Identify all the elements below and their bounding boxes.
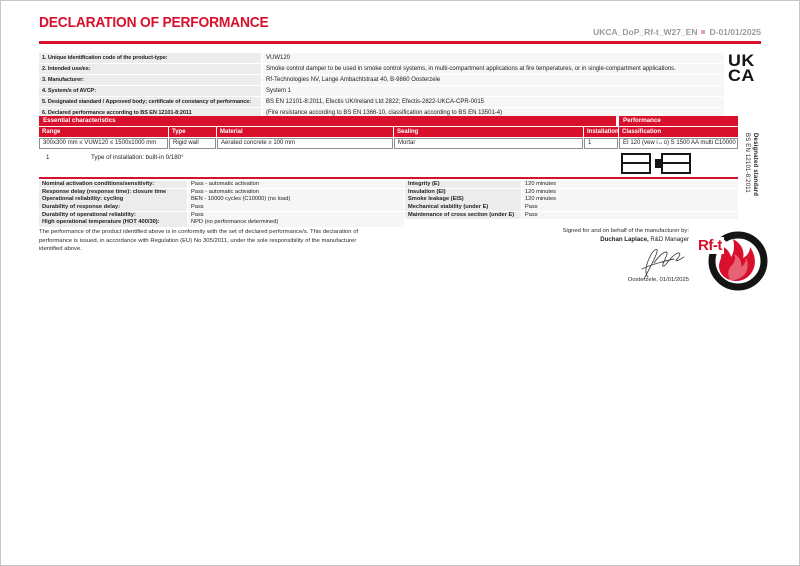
column-header-material: Material: [217, 127, 393, 137]
characteristics-column-headers: [39, 127, 738, 137]
cell-material: Aerated concrete ≥ 100 mm: [217, 138, 393, 149]
ukca-logo-line2: CA: [728, 65, 755, 85]
header-rule: [39, 41, 761, 44]
page-title: DECLARATION OF PERFORMANCE: [39, 14, 269, 31]
rft-logo-text: Rf-t: [698, 237, 722, 254]
red-divider: [39, 177, 738, 179]
perf-label-right: Insulation (EI): [405, 189, 521, 196]
footnote-number: 1: [46, 154, 50, 161]
document-version: D-01/01/2025: [709, 27, 761, 37]
perf-label-right: Integrity (E): [405, 181, 521, 188]
product-info-table: [39, 53, 724, 119]
signatory-name: Duchan Laplace,: [600, 236, 649, 243]
signatory: [563, 236, 689, 243]
info-label: 3. Manufacturer:: [39, 75, 261, 85]
installation-diagrams: [621, 152, 691, 174]
perf-value-right: 120 minutes: [522, 196, 738, 203]
cell-range: 300x300 mm ≤ VUW120 ≤ 1500x1000 mm: [39, 138, 168, 149]
info-label: 6. Declared performance according to BS EN 12101-8:2011: [39, 108, 261, 118]
perf-label-right: Smoke leakage (EIS): [405, 196, 521, 203]
table-row: [39, 75, 724, 85]
column-header-classification: Classification: [619, 127, 738, 137]
document-code: UKCA_DoP_Rf-t_W27_EN: [593, 27, 698, 37]
cell-classification: EI 120 (vew i↔o) S 1500 AA multi C10000: [619, 138, 738, 149]
sidebar-standard-number: BS EN 12101-8:2011: [744, 133, 750, 193]
performance-header: Performance: [619, 116, 738, 126]
perf-label-right: [405, 219, 521, 226]
perf-value-right: 120 minutes: [522, 189, 738, 196]
signed-label: Signed for and on behalf of the manufacturer by:: [562, 228, 689, 234]
perf-label-left: Response delay (response time): closure time: [39, 189, 187, 196]
table-row: [39, 189, 738, 196]
table-row: [39, 181, 738, 188]
perf-value-right: Pass: [522, 204, 738, 211]
separator-square-icon: [701, 30, 705, 34]
sidebar-standard-label: Designated standard: [752, 133, 758, 197]
table-row: [39, 86, 724, 96]
cell-installation: 1: [584, 138, 618, 149]
perf-value-left: Pass - automatic activation: [188, 181, 404, 188]
perf-value-left: Pass: [188, 212, 404, 219]
info-value: Smoke control damper to be used in smoke control systems, in multi-compartment applications at fire temperatures, or in single-compartment applications.: [263, 64, 724, 74]
signature-block: [563, 228, 689, 243]
table-row: [39, 204, 738, 211]
declaration-line: performance is issued, in accordance with Regulation (EU) No 305/2011, under the sole responsibility of the manufacturer: [39, 237, 357, 244]
perf-label-right: Maintenance of cross section (under E): [405, 212, 521, 219]
perf-value-left: Pass - automatic activation: [188, 189, 404, 196]
column-header-installation: Installation: [584, 127, 618, 137]
perf-label-left: Durability of operational reliability:: [39, 212, 187, 219]
table-row: [39, 53, 724, 63]
perf-label-left: High operational temperature (HOT 400/30):: [39, 219, 187, 226]
perf-value-left: NPD (no performance determined): [188, 219, 404, 226]
perf-label-right: Mechanical stability (under E): [405, 204, 521, 211]
perf-value-right: Pass: [522, 212, 738, 219]
info-value: (Fire resistance according to BS EN 1366-10, classification according to BS EN 13501-4): [263, 108, 724, 118]
info-value: Rf-Technologies NV, Lange Ambachtstraat 40, B-9860 Oosterzele: [263, 75, 724, 85]
info-label: 1. Unique identification code of the product-type:: [39, 53, 261, 63]
signatory-role: R&D Manager: [648, 236, 689, 243]
footnote-text: Type of installation: built-in 0/180°: [91, 154, 184, 161]
info-value: System 1: [263, 86, 724, 96]
ukca-logo: [728, 51, 755, 85]
perf-value-right: 120 minutes: [522, 181, 738, 188]
perf-label-left: Durability of response delay:: [39, 204, 187, 211]
place-and-date: Oosterzele, 01/01/2025: [627, 277, 689, 283]
perf-value-right: [522, 219, 738, 226]
perf-value-left: BEN - 10000 cycles (C10000) (no load): [188, 196, 404, 203]
table-row: [39, 196, 738, 203]
table-row: [39, 212, 738, 219]
info-label: 2. Intended use/es:: [39, 64, 261, 74]
info-value: VUW120: [263, 53, 724, 63]
column-header-type: Type: [169, 127, 216, 137]
rft-logo: [700, 228, 770, 294]
declaration-line: identified above.: [39, 246, 82, 253]
cell-type: Rigid wall: [169, 138, 216, 149]
damper-section-icon: [661, 153, 691, 174]
perf-value-left: Pass: [188, 204, 404, 211]
ukca-logo-line1: UK: [728, 51, 755, 70]
perf-label-left: Nominal activation conditions/sensitivity:: [39, 181, 187, 188]
table-row: [39, 219, 738, 226]
column-header-range: Range: [39, 127, 168, 137]
table-row: [39, 64, 724, 74]
document-reference: [593, 27, 761, 37]
table-row: [39, 97, 724, 107]
essential-characteristics-header: Essential characteristics: [39, 116, 616, 126]
damper-section-icon: [621, 153, 651, 174]
designated-standard-sidebar: [743, 133, 759, 217]
declaration-line: The performance of the product identified above is in conformity with the set of declared performance/s. This declaration of: [39, 229, 359, 235]
info-label: 4. System/s of AVCP:: [39, 86, 261, 96]
characteristics-data-row: [39, 138, 738, 149]
perf-label-left: Operational reliability: cycling: [39, 196, 187, 203]
info-value: BS EN 12101-8:2011, Efectis UK/Ireland Ltd 2822; Efectis-2822-UKCA-CPR-0015: [263, 97, 724, 107]
column-header-sealing: Sealing: [394, 127, 583, 137]
declaration-paragraph: [39, 228, 384, 254]
info-label: 5. Designated standard / Approved body; certificate of constancy of performance:: [39, 97, 261, 107]
cell-sealing: Mortar: [394, 138, 583, 149]
performance-details-table: [39, 181, 738, 227]
